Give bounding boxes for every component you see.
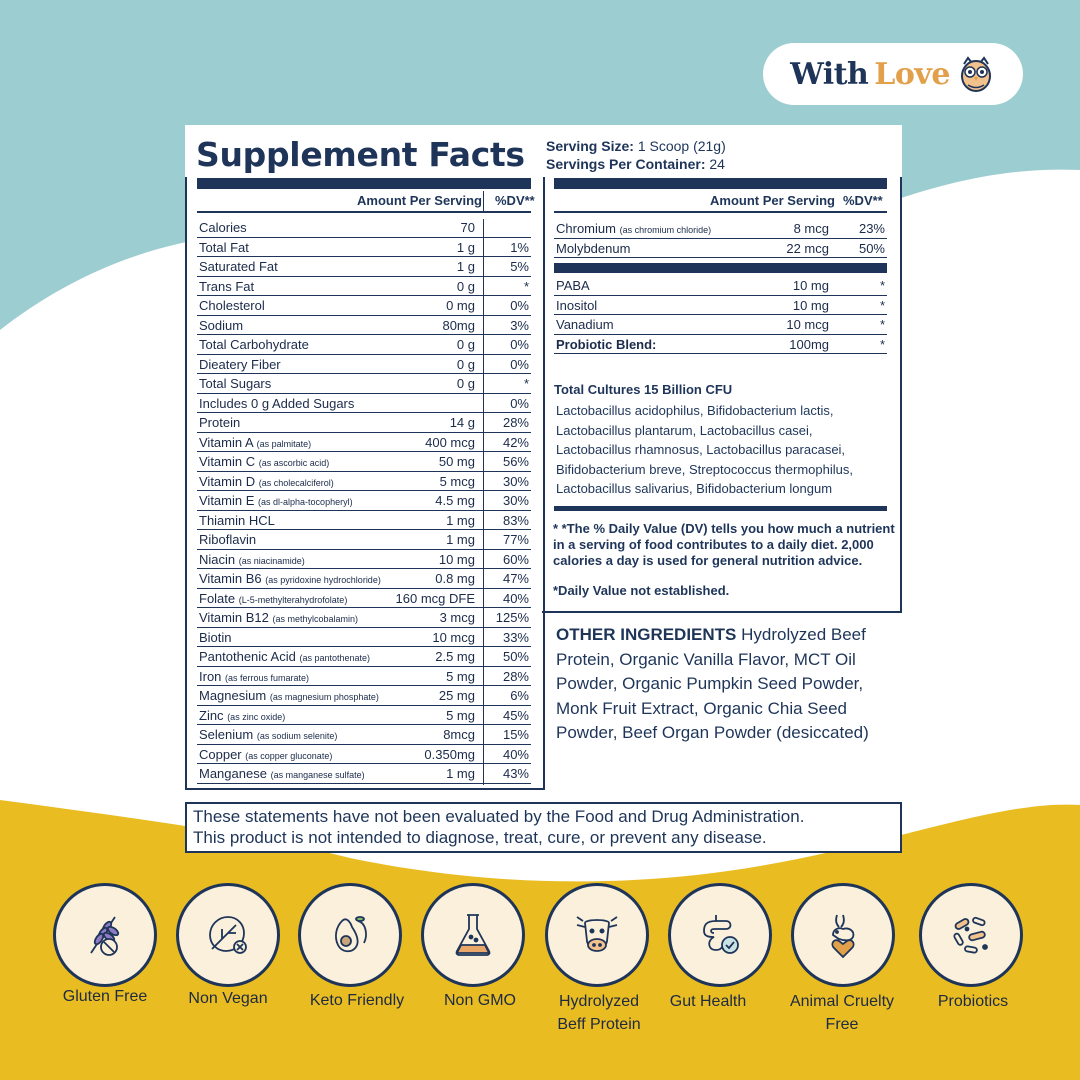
nutrient-source-note: (as ferrous fumarate) bbox=[225, 672, 310, 683]
avocado-icon bbox=[322, 907, 378, 963]
nutrient-amount: 14 g bbox=[449, 415, 475, 430]
nutrient-label: Vitamin B6 bbox=[199, 571, 262, 586]
nutrient-amount: 10 mcg bbox=[432, 629, 475, 645]
nutrient-row bbox=[197, 550, 531, 570]
badge-label-probiotics: Probiotics bbox=[937, 993, 1009, 1010]
nutrient-dv: 40% bbox=[502, 590, 529, 606]
nutrient-amount: 100mg bbox=[789, 336, 829, 352]
nutrient-amount: 1 mg bbox=[446, 512, 475, 528]
nutrient-label: Vitamin C bbox=[199, 454, 256, 469]
nutrient-dv: 30% bbox=[502, 473, 529, 489]
nutrient-row bbox=[197, 218, 531, 238]
nutrient-name bbox=[199, 688, 379, 703]
nutrient-dv: 23% bbox=[858, 221, 885, 236]
nutrient-label: Vanadium bbox=[556, 317, 614, 332]
nutrient-row bbox=[197, 491, 531, 511]
nutrient-row bbox=[197, 667, 531, 687]
nutrient-amount: 0 g bbox=[456, 356, 475, 372]
nutrient-amount: 1 g bbox=[456, 239, 475, 255]
nutrient-name bbox=[199, 318, 243, 333]
nutrient-amount: 1 g bbox=[456, 259, 475, 274]
nutrient-row bbox=[197, 589, 531, 609]
nutrient-name bbox=[199, 415, 240, 430]
nutrient-source-note: (as niacinamide) bbox=[238, 555, 305, 566]
nutrient-label: PABA bbox=[556, 278, 590, 293]
cow-icon bbox=[569, 907, 625, 963]
nutrient-name bbox=[199, 532, 256, 547]
nutrient-label: Chromium bbox=[556, 221, 616, 236]
badge-non-gmo bbox=[421, 883, 525, 987]
nutrient-amount: 0.8 mg bbox=[435, 571, 475, 586]
nutrient-amount: 0 g bbox=[456, 376, 475, 391]
nutrient-label: Riboflavin bbox=[199, 532, 257, 547]
nutrient-dv: 77% bbox=[502, 532, 529, 547]
flask-icon bbox=[445, 907, 501, 963]
serving-info bbox=[546, 137, 726, 173]
nutrient-dv: 5% bbox=[510, 259, 529, 274]
nutrient-amount: 0.350mg bbox=[424, 746, 475, 762]
right-top-bar bbox=[554, 178, 887, 189]
nutrient-dv: 30% bbox=[502, 493, 529, 508]
nutrient-label: Folate bbox=[199, 590, 236, 606]
leaf-crossed-icon bbox=[200, 907, 256, 963]
nutrient-row bbox=[197, 277, 531, 297]
nutrient-label: Total Sugars bbox=[199, 376, 272, 391]
nutrient-name bbox=[199, 259, 278, 274]
nutrient-row bbox=[197, 472, 531, 492]
dv-not-established-note: *Daily Value not established. bbox=[553, 583, 730, 598]
nutrient-dv: * bbox=[879, 336, 885, 352]
nutrient-name bbox=[199, 474, 334, 489]
nutrient-row bbox=[197, 608, 531, 628]
nutrient-row bbox=[197, 413, 531, 433]
nutrient-name bbox=[199, 454, 329, 469]
nutrient-dv: 40% bbox=[502, 746, 529, 762]
nutrient-label: Molybdenum bbox=[556, 240, 631, 256]
disclaimer-line-2: This product is not intended to diagnose, treat, cure, or prevent any disease. bbox=[193, 828, 767, 847]
nutrient-amount: 50 mg bbox=[438, 454, 475, 469]
nutrient-name bbox=[199, 766, 365, 781]
nutrient-row bbox=[197, 394, 531, 414]
nutrient-row bbox=[197, 530, 531, 550]
brand-logo bbox=[763, 43, 1023, 105]
nutrient-label: Niacin bbox=[199, 551, 236, 567]
nutrient-dv: 28% bbox=[502, 415, 529, 430]
nutrient-amount: 1 mg bbox=[446, 532, 475, 547]
nutrient-label: Total Fat bbox=[199, 239, 249, 255]
nutrient-amount: 80mg bbox=[442, 317, 475, 333]
badge-label-animal-cruelty-free: Animal Cruelty Free bbox=[789, 993, 895, 1033]
nutrient-dv: 125% bbox=[495, 610, 529, 625]
nutrient-row bbox=[197, 296, 531, 316]
right-amount-header: Amount Per Serving bbox=[710, 193, 835, 208]
nutrient-amount: 3 mcg bbox=[439, 610, 475, 625]
left-amount-header: Amount Per Serving bbox=[357, 193, 482, 208]
nutrient-label: Vitamin B12 bbox=[199, 610, 269, 625]
nutrient-row bbox=[197, 433, 531, 453]
nutrient-amount: 22 mcg bbox=[786, 240, 829, 256]
gut-icon bbox=[692, 907, 748, 963]
nutrient-name bbox=[199, 298, 265, 313]
nutrient-amount: 70 bbox=[460, 220, 475, 235]
cultures-title: Total Cultures 15 Billion CFU bbox=[554, 382, 733, 397]
nutrient-source-note: (as pantothenate) bbox=[299, 653, 371, 663]
dv-footnote: * *The % Daily Value (DV) tells you how much a nutrient in a serving of food contributes to a daily diet. 2,000 calories a day is used for general nutrition advice. bbox=[553, 521, 895, 568]
nutrient-label: Manganese bbox=[199, 766, 267, 781]
nutrient-label: Protein bbox=[199, 415, 241, 430]
nutrient-row bbox=[554, 296, 887, 316]
nutrient-name bbox=[556, 298, 597, 313]
nutrient-row bbox=[197, 374, 531, 394]
nutrient-name bbox=[199, 727, 337, 742]
nutrient-name bbox=[199, 649, 370, 664]
nutrient-dv: 3% bbox=[510, 317, 529, 333]
badge-keto-friendly bbox=[298, 883, 402, 987]
nutrient-name bbox=[199, 552, 305, 567]
nutrient-source-note: (as manganese sulfate) bbox=[270, 770, 365, 780]
nutrient-label: Iron bbox=[199, 668, 222, 684]
nutrient-name bbox=[556, 317, 614, 332]
badge-label-gluten-free: Gluten Free bbox=[62, 988, 148, 1005]
nutrient-label: Cholesterol bbox=[199, 298, 265, 313]
nutrient-name bbox=[199, 279, 254, 294]
nutrient-amount: 0 g bbox=[456, 278, 475, 294]
nutrient-amount: 25 mg bbox=[438, 688, 475, 703]
disclaimer-line-1: These statements have not been evaluated by the Food and Drug Administration. bbox=[193, 807, 805, 826]
other-ingredients-title: OTHER INGREDIENTS bbox=[556, 625, 737, 644]
nutrient-row bbox=[197, 511, 531, 531]
nutrient-name bbox=[199, 571, 381, 586]
nutrient-name bbox=[199, 747, 332, 762]
badge-label-keto-friendly: Keto Friendly bbox=[309, 992, 405, 1009]
nutrient-source-note: (as zinc oxide) bbox=[227, 711, 286, 722]
other-ingredients bbox=[556, 623, 900, 746]
left-header-sep bbox=[483, 191, 484, 211]
badge-gut-health bbox=[668, 883, 772, 987]
nutrient-dv: 0% bbox=[510, 337, 529, 352]
brand-name-part2: Love bbox=[874, 56, 950, 92]
nutrient-dv: 28% bbox=[502, 668, 529, 684]
nutrient-name bbox=[556, 278, 590, 293]
nutrient-label: Magnesium bbox=[199, 688, 267, 703]
owl-icon bbox=[956, 54, 996, 94]
nutrient-name bbox=[199, 435, 311, 450]
wheat-crossed-icon bbox=[77, 907, 133, 963]
fda-disclaimer bbox=[185, 802, 902, 853]
rabbit-heart-icon bbox=[815, 907, 871, 963]
nutrient-row bbox=[197, 355, 531, 375]
nutrient-row bbox=[197, 628, 531, 648]
nutrient-dv: * bbox=[879, 278, 885, 293]
badge-label-hydrolyzed-beef-protein: Hydrolyzed Beff Protein bbox=[557, 993, 641, 1033]
nutrient-name bbox=[199, 396, 354, 411]
nutrient-dv: * bbox=[523, 278, 529, 294]
nutrient-dv: 45% bbox=[502, 707, 529, 723]
nutrient-dv: 83% bbox=[502, 512, 529, 528]
left-top-bar bbox=[197, 178, 531, 189]
nutrient-amount: 10 mg bbox=[792, 278, 829, 293]
left-dv-header: %DV** bbox=[495, 193, 535, 208]
other-ingredients-text: Hydrolyzed Beef Protein, Organic Vanilla Flavor, MCT Oil Powder, Organic Pumpkin Seed Powder, Monk Fruit Extract, Organic Chia Seed Powder, Beef Organ Powder (desiccated) bbox=[556, 625, 869, 742]
nutrient-dv: 56% bbox=[502, 454, 529, 469]
nutrient-amount: 8 mcg bbox=[793, 221, 829, 236]
nutrient-amount: 5 mg bbox=[446, 707, 475, 723]
cultures-rule bbox=[554, 506, 887, 511]
nutrient-amount: 10 mcg bbox=[786, 317, 829, 332]
badge-non-vegan bbox=[176, 883, 280, 987]
nutrient-dv: 50% bbox=[858, 240, 885, 256]
nutrient-label: Trans Fat bbox=[199, 278, 255, 294]
nutrient-name bbox=[199, 493, 353, 508]
nutrient-amount: 400 mcg bbox=[425, 434, 475, 450]
nutrient-source-note: (as palmitate) bbox=[256, 438, 312, 449]
nutrient-amount: 8mcg bbox=[443, 727, 475, 742]
nutrient-name bbox=[556, 241, 630, 256]
bacteria-icon bbox=[943, 907, 999, 963]
nutrient-amount: 0 mg bbox=[446, 298, 475, 313]
nutrient-amount: 10 mg bbox=[438, 551, 475, 567]
nutrient-label: Inositol bbox=[556, 297, 598, 313]
badge-probiotics bbox=[919, 883, 1023, 987]
nutrient-name bbox=[556, 221, 711, 236]
nutrient-dv: 0% bbox=[510, 356, 529, 372]
nutrient-dv: 42% bbox=[502, 434, 529, 450]
nutrient-row bbox=[197, 452, 531, 472]
nutrient-source-note: (as dl-alpha-tocopheryl) bbox=[258, 497, 353, 507]
nutrient-row bbox=[197, 569, 531, 589]
badge-label-non-vegan: Non Vegan bbox=[188, 990, 268, 1007]
nutrient-label: Total Carbohydrate bbox=[199, 337, 309, 352]
servings-label: Servings Per Container: bbox=[546, 156, 706, 172]
nutrient-label: Probiotic Blend: bbox=[556, 336, 657, 352]
supplement-facts-label bbox=[185, 125, 902, 790]
nutrient-dv: 0% bbox=[510, 298, 529, 313]
nutrient-row bbox=[197, 725, 531, 745]
nutrient-source-note: (as chromium chloride) bbox=[619, 225, 712, 235]
nutrient-dv: 43% bbox=[502, 766, 529, 781]
nutrient-source-note: (as copper gluconate) bbox=[245, 750, 333, 761]
nutrient-dv: 33% bbox=[502, 629, 529, 645]
nutrient-row bbox=[197, 238, 531, 258]
nutrient-name bbox=[199, 220, 247, 235]
nutrient-row bbox=[197, 316, 531, 336]
nutrient-row bbox=[554, 335, 887, 355]
nutrient-source-note: (L-5-methylterahydrofolate) bbox=[238, 594, 348, 605]
nutrient-amount: 0 g bbox=[456, 337, 475, 352]
nutrient-row bbox=[197, 745, 531, 765]
nutrient-label: Calories bbox=[199, 220, 247, 235]
nutrient-dv: * bbox=[879, 317, 885, 332]
nutrient-row bbox=[197, 686, 531, 706]
nutrient-source-note: (as ascorbic acid) bbox=[258, 458, 330, 468]
nutrient-name bbox=[199, 630, 232, 645]
nutrient-label: Selenium bbox=[199, 727, 254, 742]
serving-size-label: Serving Size: bbox=[546, 138, 634, 154]
badge-label-non-gmo: Non GMO bbox=[443, 992, 516, 1009]
serving-size-value: 1 Scoop (21g) bbox=[637, 138, 726, 154]
nutrient-source-note: (as pyridoxine hydrochloride) bbox=[265, 575, 381, 585]
nutrient-name bbox=[199, 240, 249, 255]
nutrient-label: Dieatery Fiber bbox=[199, 356, 281, 372]
cultures-list: Lactobacillus acidophilus, Bifidobacterium lactis, Lactobacillus plantarum, Lactobacillus casei, Lactobacillus rhamnosus, Lactobacillus paracasei, Bifidobacterium breve, Streptococcus thermophilus, Lactobacillus salivarius, Bifidobacterium longum bbox=[556, 403, 853, 496]
nutrient-source-note: (as methylcobalamin) bbox=[272, 614, 359, 624]
nutrient-label: Sodium bbox=[199, 317, 244, 333]
nutrient-amount: 2.5 mg bbox=[435, 649, 475, 664]
badge-label-gut-health: Gut Health bbox=[669, 993, 747, 1010]
badge-gluten-free bbox=[53, 883, 157, 987]
nutrient-label: Biotin bbox=[199, 629, 232, 645]
nutrient-dv: 15% bbox=[502, 727, 529, 742]
nutrient-amount: 4.5 mg bbox=[435, 493, 475, 508]
nutrient-name bbox=[199, 376, 271, 391]
nutrient-name bbox=[199, 610, 358, 625]
nutrient-label: Copper bbox=[199, 746, 242, 762]
nutrient-row bbox=[197, 764, 531, 784]
nutrient-dv: 0% bbox=[510, 395, 529, 411]
nutrient-row bbox=[554, 219, 887, 239]
nutrient-name bbox=[199, 337, 309, 352]
nutrient-label: Vitamin D bbox=[199, 473, 256, 489]
nutrient-amount: 160 mcg DFE bbox=[395, 590, 475, 606]
nutrient-label: Vitamin E bbox=[199, 493, 255, 508]
badge-hydrolyzed-beef-protein bbox=[545, 883, 649, 987]
nutrient-amount: 1 mg bbox=[446, 766, 475, 781]
nutrient-source-note: (as cholecalciferol) bbox=[258, 477, 334, 488]
nutrient-dv: 60% bbox=[502, 551, 529, 567]
nutrient-label: Zinc bbox=[199, 707, 224, 723]
nutrient-dv: 47% bbox=[502, 571, 529, 586]
nutrient-dv: 1% bbox=[510, 239, 529, 255]
right-dv-header: %DV** bbox=[843, 193, 883, 208]
nutrient-dv: 6% bbox=[510, 688, 529, 703]
nutrient-amount: 5 mcg bbox=[439, 473, 475, 489]
nutrient-label: Pantothenic Acid bbox=[199, 649, 296, 664]
badge-animal-cruelty-free bbox=[791, 883, 895, 987]
nutrient-row bbox=[197, 647, 531, 667]
nutrient-dv: * bbox=[523, 376, 529, 391]
nutrient-row bbox=[554, 315, 887, 335]
nutrient-name bbox=[199, 357, 281, 372]
nutrient-name bbox=[199, 591, 347, 606]
servings-value: 24 bbox=[709, 156, 725, 172]
brand-name-part1: With bbox=[790, 56, 869, 92]
nutrient-name bbox=[199, 708, 285, 723]
nutrient-name bbox=[199, 669, 309, 684]
nutrient-amount: 5 mg bbox=[446, 668, 475, 684]
nutrient-label: Vitamin A bbox=[199, 434, 253, 450]
nutrient-source-note: (as sodium selenite) bbox=[256, 731, 338, 741]
right-header-rule bbox=[554, 211, 887, 213]
nutrient-row bbox=[197, 335, 531, 355]
nutrient-dv: * bbox=[879, 297, 885, 313]
nutrient-label: Thiamin HCL bbox=[199, 512, 275, 528]
left-column-sep bbox=[483, 219, 484, 785]
nutrient-row bbox=[197, 257, 531, 277]
nutrient-row bbox=[554, 276, 887, 296]
nutrient-name bbox=[556, 337, 656, 352]
label-title: Supplement Facts bbox=[196, 135, 525, 174]
nutrient-label: Includes 0 g Added Sugars bbox=[199, 395, 355, 411]
nutrient-amount: 10 mg bbox=[792, 297, 829, 313]
nutrient-row bbox=[197, 706, 531, 726]
nutrient-row bbox=[554, 239, 887, 259]
left-header-rule bbox=[197, 211, 531, 213]
nutrient-source-note: (as magnesium phosphate) bbox=[269, 692, 379, 702]
nutrient-name bbox=[199, 513, 275, 528]
right-mid-bar bbox=[554, 263, 887, 273]
nutrient-label: Saturated Fat bbox=[199, 259, 278, 274]
nutrient-dv: 50% bbox=[502, 649, 529, 664]
